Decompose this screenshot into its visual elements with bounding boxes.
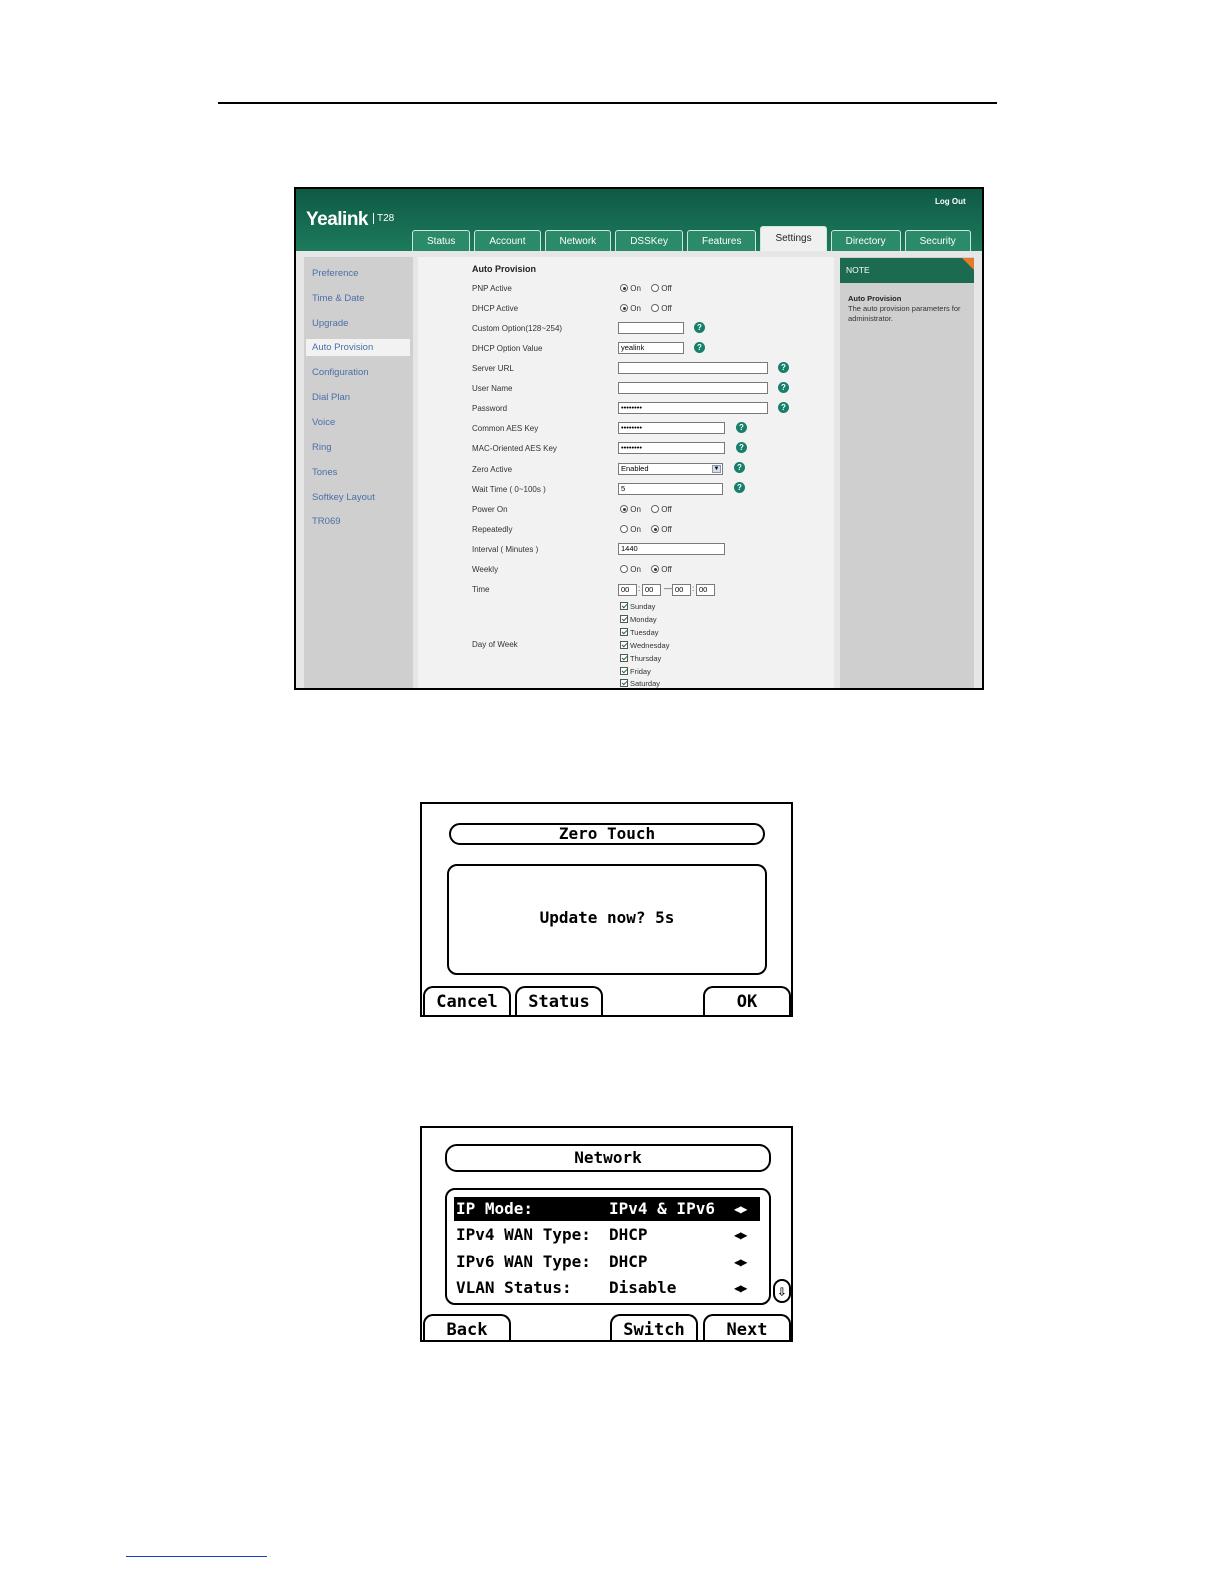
power-on-label: Power On <box>472 505 508 514</box>
server-url-input[interactable] <box>618 362 768 374</box>
tab-features[interactable]: Features <box>687 230 756 251</box>
wait-time-label: Wait Time ( 0~100s ) <box>472 485 546 494</box>
weekly-off-radio[interactable]: Off <box>651 565 672 574</box>
interval-input[interactable]: 1440 <box>618 543 725 555</box>
dhcp-active-label: DHCP Active <box>472 304 519 313</box>
day-checkbox-thursday[interactable]: Thursday <box>620 654 661 663</box>
help-icon[interactable]: ? <box>736 442 747 453</box>
day-checkbox-wednesday[interactable]: Wednesday <box>620 641 669 650</box>
day-checkbox-saturday[interactable]: Saturday <box>620 679 660 688</box>
tab-dsskey[interactable]: DSSKey <box>615 230 683 251</box>
repeatedly-off-radio[interactable]: Off <box>651 525 672 534</box>
row-label: IP Mode: <box>456 1199 534 1218</box>
note-title: Auto Provision <box>848 294 902 303</box>
sidebar-item-auto-provision[interactable]: Auto Provision <box>306 339 410 356</box>
ok-softkey[interactable]: OK <box>703 986 791 1016</box>
zero-active-label: Zero Active <box>472 465 513 474</box>
left-right-arrows-icon: ◀▶ <box>734 1281 747 1295</box>
sidebar-item-softkey-layout[interactable]: Softkey Layout <box>312 492 375 503</box>
cancel-softkey[interactable]: Cancel <box>423 986 511 1016</box>
list-item-ip-mode[interactable] <box>454 1197 760 1221</box>
tab-status[interactable]: Status <box>412 230 470 251</box>
day-checkbox-tuesday[interactable]: Tuesday <box>620 628 659 637</box>
time-range-dash: — <box>664 584 672 593</box>
update-message: Update now? 5s <box>539 908 675 927</box>
day-checkbox-monday[interactable]: Monday <box>620 615 657 624</box>
time-separator: : <box>692 584 695 593</box>
mac-aes-key-label: MAC-Oriented AES Key <box>472 444 557 453</box>
day-of-week-label: Day of Week <box>472 640 518 649</box>
sidebar-item-preference[interactable]: Preference <box>312 268 359 279</box>
time-separator: : <box>638 584 641 593</box>
sidebar-item-upgrade[interactable]: Upgrade <box>312 318 349 329</box>
next-softkey[interactable]: Next <box>703 1314 791 1342</box>
tab-directory[interactable]: Directory <box>831 230 901 251</box>
zero-active-select[interactable]: Enabled ▼ <box>618 463 723 475</box>
sidebar-item-time-date[interactable]: Time & Date <box>312 293 365 304</box>
mac-aes-key-input[interactable]: •••••••• <box>618 442 725 454</box>
pnp-active-label: PNP Active <box>472 284 512 293</box>
row-label: VLAN Status: <box>456 1278 572 1297</box>
left-right-arrows-icon: ◀▶ <box>734 1255 747 1269</box>
web-ui-screenshot <box>294 187 984 690</box>
note-corner-icon <box>962 258 974 270</box>
left-right-arrows-icon: ◀▶ <box>734 1228 747 1242</box>
password-label: Password <box>472 404 508 413</box>
tab-security[interactable]: Security <box>905 230 971 251</box>
time-start-hour-input[interactable]: 00 <box>618 584 637 596</box>
dhcp-option-value-label: DHCP Option Value <box>472 344 543 353</box>
message-box <box>447 864 767 975</box>
time-label: Time <box>472 585 490 594</box>
power-on-off-radio[interactable]: Off <box>651 505 672 514</box>
weekly-label: Weekly <box>472 565 499 574</box>
sidebar-item-configuration[interactable]: Configuration <box>312 367 369 378</box>
power-on-on-radio[interactable]: On <box>620 505 641 514</box>
server-url-label: Server URL <box>472 364 514 373</box>
tab-network[interactable]: Network <box>545 230 612 251</box>
help-icon[interactable]: ? <box>778 382 789 393</box>
model-label: T28 <box>373 213 394 224</box>
help-icon[interactable]: ? <box>694 342 705 353</box>
help-icon[interactable]: ? <box>778 362 789 373</box>
scroll-down-icon[interactable]: ⇩ <box>773 1279 791 1303</box>
wait-time-input[interactable]: 5 <box>618 483 723 495</box>
weekly-on-radio[interactable]: On <box>620 565 641 574</box>
footer-link-underline <box>126 1556 267 1557</box>
logout-link[interactable]: Log Out <box>935 197 966 206</box>
tab-account[interactable]: Account <box>474 230 540 251</box>
dhcp-option-value-input[interactable]: yealink <box>618 342 684 354</box>
network-screen <box>420 1126 793 1342</box>
main-tabs <box>412 226 975 251</box>
pnp-active-on-radio[interactable]: On <box>620 284 641 293</box>
sidebar-item-voice[interactable]: Voice <box>312 417 336 428</box>
switch-softkey[interactable]: Switch <box>610 1314 698 1342</box>
screen-title: Network <box>445 1144 771 1172</box>
dhcp-active-on-radio[interactable]: On <box>620 304 641 313</box>
list-item-ipv4-wan-type[interactable] <box>454 1223 760 1247</box>
sidebar-item-tones[interactable]: Tones <box>312 467 338 478</box>
yealink-logo: Yealink <box>306 209 368 230</box>
repeatedly-on-radio[interactable]: On <box>620 525 641 534</box>
repeatedly-label: Repeatedly <box>472 525 513 534</box>
zero-touch-screen <box>420 802 793 1017</box>
row-value: IPv4 & IPv6 <box>609 1199 715 1218</box>
section-title: Auto Provision <box>472 264 537 274</box>
time-end-hour-input[interactable]: 00 <box>672 584 691 596</box>
custom-option-label: Custom Option(128~254) <box>472 324 563 333</box>
user-name-input[interactable] <box>618 382 768 394</box>
row-value: Disable <box>609 1278 677 1297</box>
note-text: The auto provision parameters for administrator. <box>848 304 961 323</box>
help-icon[interactable]: ? <box>734 482 745 493</box>
user-name-label: User Name <box>472 384 513 393</box>
sidebar-item-dial-plan[interactable]: Dial Plan <box>312 392 351 403</box>
settings-list <box>445 1188 771 1305</box>
custom-option-input[interactable] <box>618 322 684 334</box>
pnp-active-off-radio[interactable]: Off <box>651 284 672 293</box>
left-right-arrows-icon: ◀▶ <box>734 1202 747 1216</box>
help-icon[interactable]: ? <box>778 402 789 413</box>
interval-label: Interval ( Minutes ) <box>472 545 539 554</box>
row-value: DHCP <box>609 1252 648 1271</box>
common-aes-key-label: Common AES Key <box>472 424 539 433</box>
row-value: DHCP <box>609 1225 648 1244</box>
row-label: IPv4 WAN Type: <box>456 1225 591 1244</box>
day-checkbox-sunday[interactable]: Sunday <box>620 602 655 611</box>
back-softkey[interactable]: Back <box>423 1314 511 1342</box>
day-checkbox-friday[interactable]: Friday <box>620 667 651 676</box>
dhcp-active-off-radio[interactable]: Off <box>651 304 672 313</box>
sidebar-item-ring[interactable]: Ring <box>312 442 332 453</box>
list-item-ipv6-wan-type[interactable] <box>454 1250 760 1274</box>
tab-settings[interactable]: Settings <box>760 226 826 251</box>
password-input[interactable]: •••••••• <box>618 402 768 414</box>
sidebar-item-tr069[interactable]: TR069 <box>312 516 341 527</box>
chevron-down-icon: ▼ <box>713 466 720 472</box>
note-header: NOTE <box>840 258 974 283</box>
header-rule <box>218 102 997 104</box>
time-start-minute-input[interactable]: 00 <box>642 584 661 596</box>
row-label: IPv6 WAN Type: <box>456 1252 591 1271</box>
list-item-vlan-status[interactable] <box>454 1276 760 1300</box>
screen-title: Zero Touch <box>449 823 765 845</box>
help-icon[interactable]: ? <box>694 322 705 333</box>
status-softkey[interactable]: Status <box>515 986 603 1016</box>
time-end-minute-input[interactable]: 00 <box>696 584 715 596</box>
help-icon[interactable]: ? <box>736 422 747 433</box>
common-aes-key-input[interactable]: •••••••• <box>618 422 725 434</box>
help-icon[interactable]: ? <box>734 462 745 473</box>
